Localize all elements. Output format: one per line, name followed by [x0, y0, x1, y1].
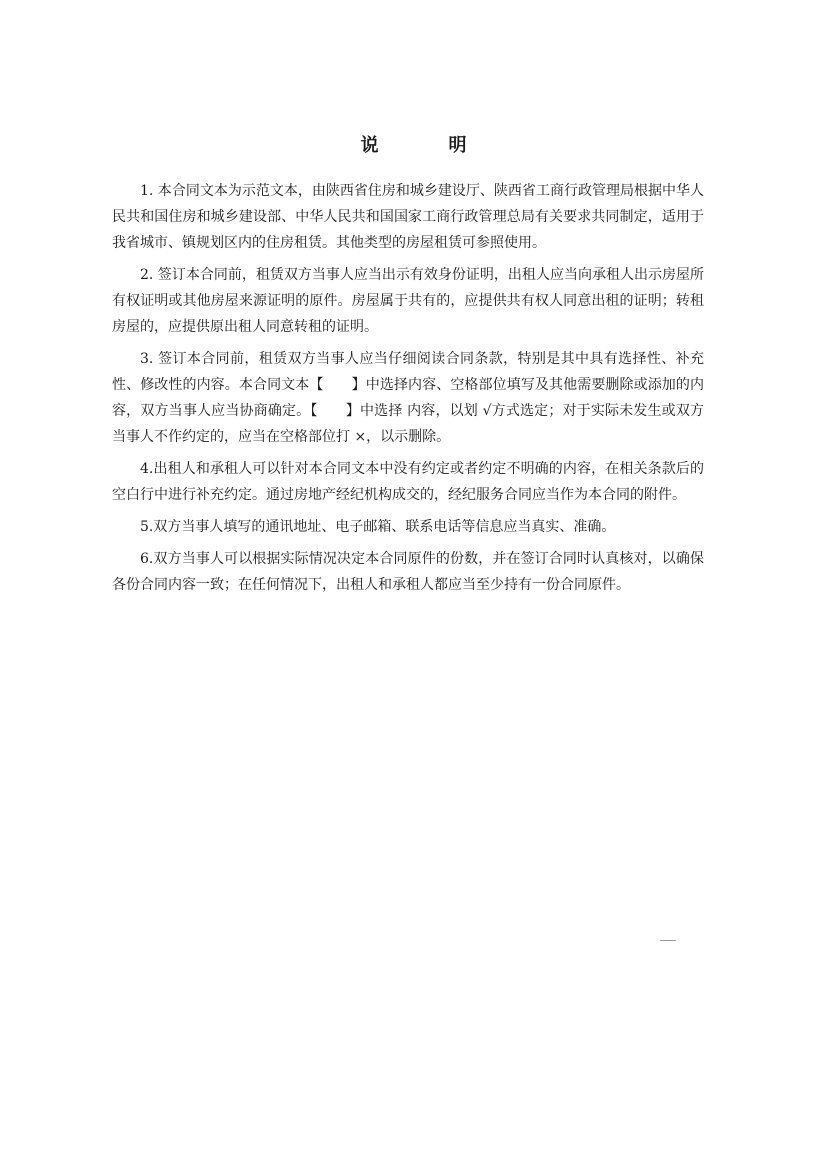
instruction-paragraph-3: 3. 签订本合同前，租赁双方当事人应当仔细阅读合同条款，特别是其中具有选择性、补充性、修改性的内容。本合同文本【 】中选择内容、空格部位填写及其他需要删除或添加的内容，双方当事人应当协商确定。【 】中选择 内容，以划 √方式选定；对于实际未发生或双方当事人不作约定的，应当在空格部位打 ×，以示删除。 [112, 351, 704, 445]
instruction-paragraph-2: 2. 签订本合同前，租赁双方当事人应当出示有效身份证明，出租人应当向承租人出示房屋所有权证明或其他房屋来源证明的原件。房屋属于共有的，应提供共有权人同意出租的证明；转租房屋的，应提供原出租人同意转租的证明。 [112, 267, 704, 335]
page-footer-dash [660, 940, 676, 941]
instruction-paragraph-5: 5.双方当事人填写的通讯地址、电子邮箱、联系电话等信息应当真实、准确。 [140, 519, 616, 535]
instructions-body [112, 178, 704, 604]
page-title: 说 明 [360, 135, 493, 156]
instruction-paragraph-1: 1. 本合同文本为示范文本，由陕西省住房和城乡建设厅、陕西省工商行政管理局根据中华人民共和国住房和城乡建设部、中华人民共和国国家工商行政管理总局有关要求共同制定，适用于我省城市、镇规划区内的住房租赁。其他类型的房屋租赁可参照使用。 [112, 183, 704, 251]
instruction-paragraph-6: 6.双方当事人可以根据实际情况决定本合同原件的份数，并在签订合同时认真核对，以确保各份合同内容一致；在任何情况下，出租人和承租人都应当至少持有一份合同原件。 [112, 551, 704, 593]
instruction-paragraph-4: 4.出租人和承租人可以针对本合同文本中没有约定或者约定不明确的内容，在相关条款后的空白行中进行补充约定。通过房地产经纪机构成交的，经纪服务合同应当作为本合同的附件。 [112, 461, 704, 503]
